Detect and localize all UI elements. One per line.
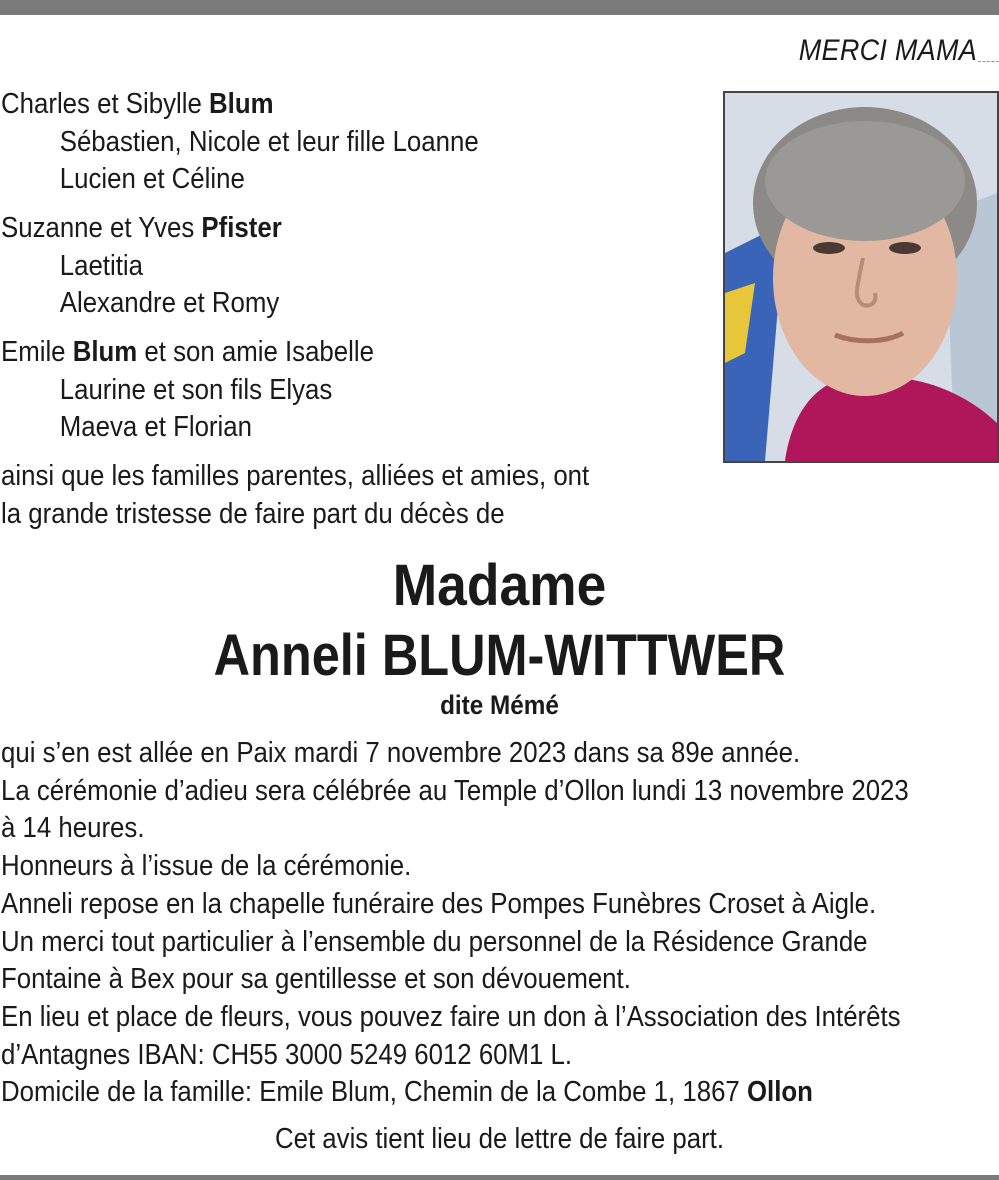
top-border [0,0,999,15]
surname: Blum [72,336,138,368]
family-group-3 [1,334,374,447]
motto: MERCI MAMA [798,34,977,67]
family-head: Suzanne et Yves Pfister [1,212,282,244]
family-head: Charles et Sibylle Blum [1,88,274,120]
body-line: Honneurs à l’issue de la cérémonie. [1,850,412,883]
body-line: En lieu et place de fleurs, vous pouvez faire un don à l’Association des Intérêts [1,1000,901,1033]
portrait-photo [723,91,999,463]
nickname: dite Mémé [440,690,559,720]
bottom-border [0,1175,999,1180]
family-member: Sébastien, Nicole et leur fille Loanne [59,125,479,158]
domicile-line: Domicile de la famille: Emile Blum, Chemin de la Combe 1, 1867 Ollon [1,1076,813,1109]
family-group-2 [1,210,282,323]
family-member: Alexandre et Romy [59,287,280,319]
dashed-marker [978,61,999,62]
family-group-1 [1,86,479,199]
surname: Pfister [201,212,282,244]
deceased-name: Anneli BLUM-WITTWER [213,623,786,688]
family-member: Lucien et Céline [59,163,245,195]
domicile-town: Ollon [746,1076,813,1109]
family-member: Laurine et son fils Elyas [59,373,333,406]
body-line: Fontaine à Bex pour sa gentillesse et son dévouement. [1,963,631,996]
family-member: Maeva et Florian [59,411,252,443]
body-line: à 14 heures. [1,812,145,845]
body-line: Anneli repose en la chapelle funéraire des Pompes Funèbres Croset à Aigle. [1,887,877,920]
body-line: La cérémonie d’adieu sera célébrée au Temple d’Ollon lundi 13 novembre 2023 [1,774,909,807]
family-head: Emile Blum et son amie Isabelle [1,336,374,368]
footer-note: Cet avis tient lieu de lettre de faire part. [274,1123,725,1155]
family-member: Laetitia [59,249,143,282]
announcement-intro: ainsi que les familles parentes, alliées et amies, ont la grande tristesse de faire part du décès de [1,460,590,530]
body-line: d’Antagnes IBAN: CH55 3000 5249 6012 60M1 L. [1,1038,573,1071]
surname: Blum [209,88,274,120]
body-line: Un merci tout particulier à l’ensemble du personnel de la Résidence Grande [1,925,868,958]
honorific: Madame [392,553,607,618]
announcement-body [1,735,909,1112]
body-line: qui s’en est allée en Paix mardi 7 novembre 2023 dans sa 89e année. [1,737,801,769]
